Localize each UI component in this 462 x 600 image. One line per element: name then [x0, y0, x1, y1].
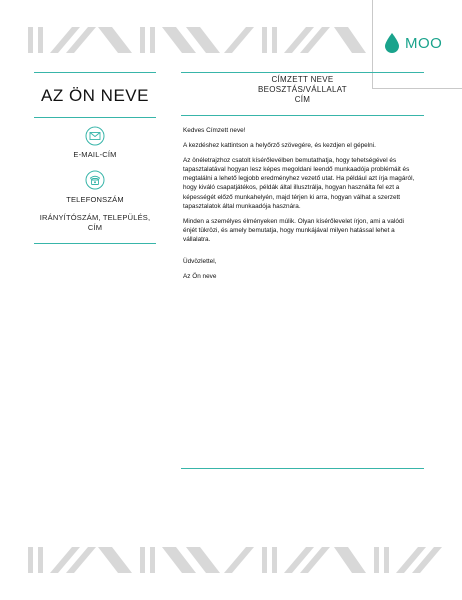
- sender-name: AZ ÖN NEVE: [41, 86, 149, 105]
- letter-paragraph-3: Minden a személyes élményeken múlik. Olyan kísérőlevelet írjon, ami a valódi énjét tükrözi, és amely bemutatja, hogy munkájával milyen hatással lehet a vállalatra.: [183, 217, 404, 244]
- decorative-pattern-bottom: [0, 545, 462, 575]
- sidebar-top-rule: [34, 72, 156, 73]
- recipient-top-rule: [181, 72, 424, 73]
- address-label: IRÁNYÍTÓSZÁM, TELEPÜLÉS, CÍM: [39, 213, 151, 232]
- email-label: E-MAIL-CÍM: [73, 150, 117, 159]
- recipient-block: [181, 75, 424, 105]
- letter-paragraph-2: Az önéletrajzhoz csatolt kísérőlevélben bemutathatja, hogy tehetségével és tapasztalatával hogyan lesz képes megoldani leendő munkaadója problémáit és megtalálni a lehető legjobb eredményhez vezető utat. Ha például azt írja magáról, hogy kiváló csapatjátékos, példák által illusztrálja, hogyan használta fel ezt a képességét előző munkahelyén, majd térjen ki arra, hogyan válhat a szerzett tapasztalatok által munkaadója hasznára.: [183, 156, 415, 211]
- sidebar-bottom-rule: [34, 243, 156, 244]
- recipient-address: CÍM: [294, 95, 311, 104]
- letter-paragraph-1: A kezdéshez kattintson a helyőrző szövegére, és kezdjen el gépelni.: [183, 141, 376, 149]
- salutation: Kedves Címzett neve!: [183, 127, 246, 134]
- letter-body: [183, 126, 419, 286]
- signature: Az Ön neve: [183, 272, 217, 280]
- letter-bottom-rule: [181, 468, 424, 469]
- logo-text: MOO: [405, 35, 443, 52]
- recipient-name: CÍMZETT NEVE: [271, 75, 334, 84]
- recipient-bottom-rule: [181, 115, 424, 116]
- closing: Üdvözlettel,: [183, 257, 217, 265]
- droplet-icon: [385, 33, 399, 53]
- envelope-icon: [85, 126, 105, 146]
- sidebar-name-rule: [34, 117, 156, 118]
- recipient-title: BEOSZTÁS/VÁLLALAT: [258, 85, 347, 94]
- phone-label: TELEFONSZÁM: [66, 195, 124, 204]
- telephone-icon: [85, 170, 105, 190]
